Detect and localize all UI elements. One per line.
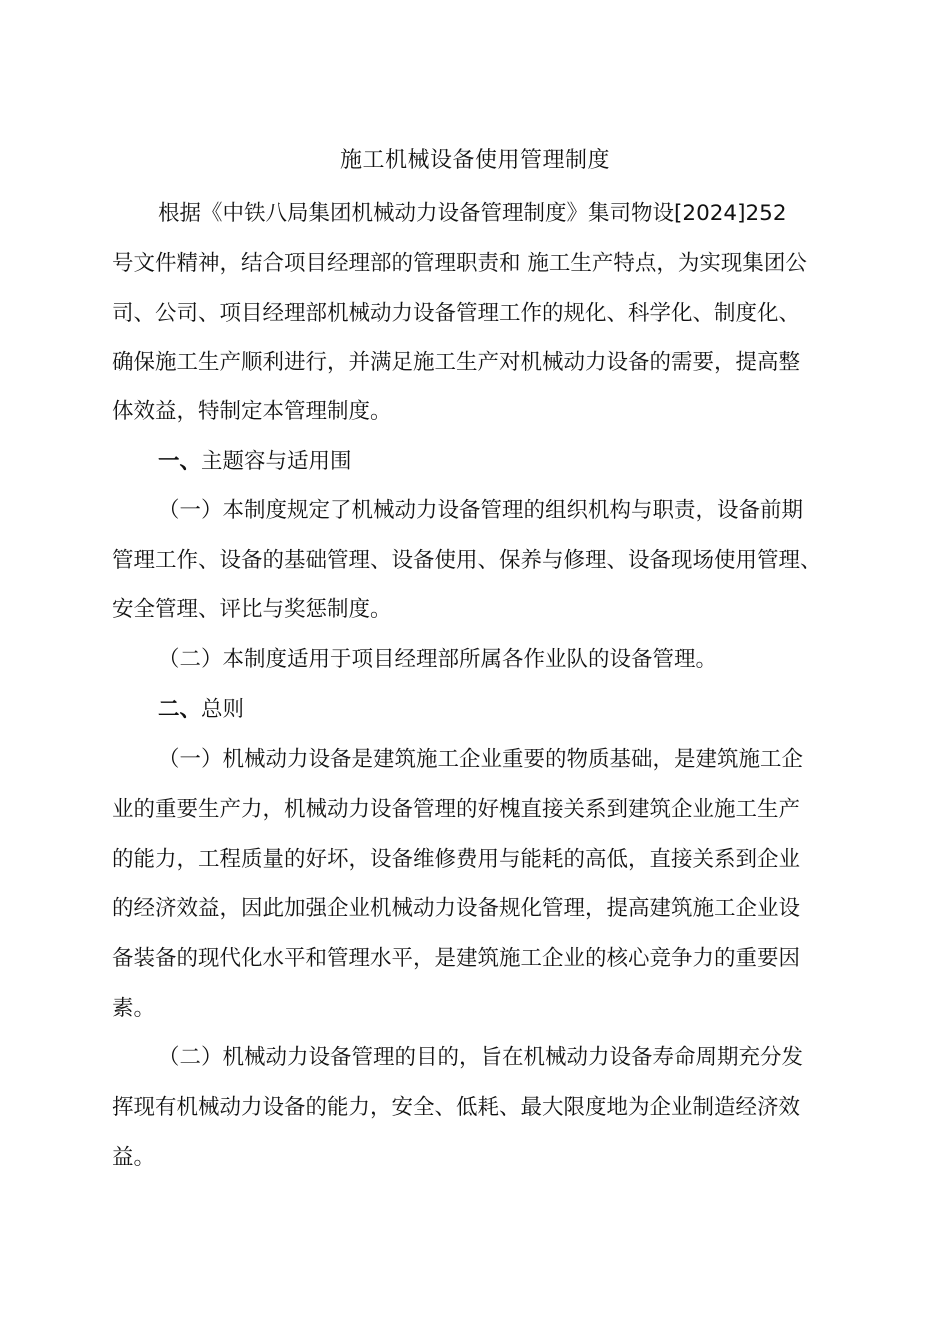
section-2-clause-2-line-1: （二）机械动力设备管理的目的，旨在机械动力设备寿命周期充分发 bbox=[158, 1045, 804, 1070]
intro-line-5: 体效益，特制定本管理制度。 bbox=[112, 399, 392, 424]
section-1-clause-1-line-3: 安全管理、评比与奖惩制度。 bbox=[112, 597, 392, 622]
section-2-clause-1-line-1: （一）机械动力设备是建筑施工企业重要的物质基础，是建筑施工企 bbox=[158, 747, 804, 772]
section-2-clause-1-line-6: 素。 bbox=[112, 996, 156, 1021]
intro-line-4: 确保施工生产顺利进行，并满足施工生产对机械动力设备的需要，提高整 bbox=[112, 350, 801, 375]
section-2-clause-1-line-4: 的经济效益，因此加强企业机械动力设备规化管理，提高建筑施工企业设 bbox=[112, 896, 801, 921]
section-2-clause-2-line-2: 挥现有机械动力设备的能力，安全、低耗、最大限度地为企业制造经济效 bbox=[112, 1095, 801, 1120]
section-2-clause-1-line-3: 的能力，工程质量的好坏，设备维修费用与能耗的高低，直接关系到企业 bbox=[112, 847, 801, 872]
section-1-clause-1-line-2: 管理工作、设备的基础管理、设备使用、保养与修理、设备现场使用管理、 bbox=[112, 548, 822, 573]
section-1-clause-2-line-1: （二）本制度适用于项目经理部所属各作业队的设备管理。 bbox=[158, 647, 718, 672]
section-1-number: 一、 bbox=[158, 449, 202, 474]
section-2-title: 总则 bbox=[201, 697, 245, 722]
section-2-clause-2-line-3: 益。 bbox=[112, 1145, 156, 1170]
section-2-heading bbox=[158, 694, 244, 726]
intro-line-2: 号文件精神，结合项目经理部的管理职责和 施工生产特点，为实现集团公 bbox=[112, 251, 807, 276]
intro-line-1: 根据《中铁八局集团机械动力设备管理制度》集司物设[2024]252 bbox=[158, 201, 787, 226]
document-title: 施工机械设备使用管理制度 bbox=[339, 148, 610, 173]
section-1-title: 主题容与适用围 bbox=[201, 449, 352, 474]
section-2-clause-1-line-5: 备装备的现代化水平和管理水平，是建筑施工企业的核心竞争力的重要因 bbox=[112, 946, 801, 971]
section-1-heading bbox=[158, 446, 352, 478]
intro-line-3: 司、公司、项目经理部机械动力设备管理工作的规化、科学化、制度化、 bbox=[112, 301, 801, 326]
section-2-clause-1-line-2: 业的重要生产力，机械动力设备管理的好槐直接关系到建筑企业施工生产 bbox=[112, 797, 801, 822]
section-2-number: 二、 bbox=[158, 697, 202, 722]
section-1-clause-1-line-1: （一）本制度规定了机械动力设备管理的组织机构与职责，设备前期 bbox=[158, 498, 804, 523]
